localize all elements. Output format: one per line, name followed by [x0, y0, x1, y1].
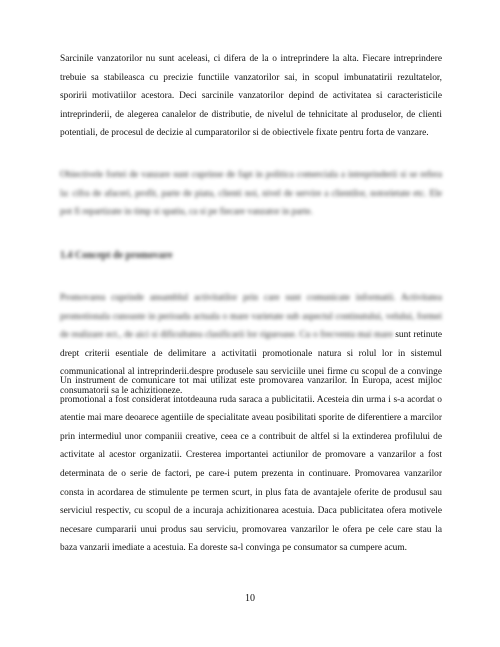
paragraph-promotion-definition-blurred: Promovarea cuprinde ansamblul activitatilor prin care sunt comunicate informatii. Activitatea promotionala cunoaste in perioada actuala o mare varietate sub aspectul continutului, velului, formei de realizare ect., de aici si dificultatea clasificarii lor riguroase. Cu o frecventa mai mare [60, 293, 442, 341]
page-number: 10 [245, 593, 255, 604]
section-heading: 1.4 Concept de promovare [60, 250, 173, 261]
paragraph-sales-tasks: Sarcinile vanzatorilor nu sunt aceleasi, ci difera de la o intreprindere la alta. Fiecare intreprindere trebuie sa stabileasca cu precizie functiile vanzatorilor sai, in scopul imbunatatirii rezultatelor, sporirii motivatiilor acestora. Deci sarcinile vanzatorilor depind de activitatea si caracteristicile intreprinderii, de alegerea canalelor de distributie, de nivelul de tehnicitate al produselor, de clienti potentiali, de procesul de decizie al cumparatorilor si de obiectivele fixate pentru forta de vanzare. [60, 54, 442, 139]
paragraph-sales-promotion: Un instrument de comunicare tot mai utilizat este promovarea vanzarilor. In Europa, acest mijloc promotional a fost considerat intotdeauna ruda saraca a publicitatii. Acesteia din urma i s-a acordat o atentie mai mare deoarece agentiile de specialitate aveau posibilitati sporite de diferentiere a marcilor prin intermediul unor companiii creative, ceea ce a contribuit de altfel si la extinderea profilului de activitate al acestor organizatii. Cresterea importantei actiunilor de promovare a vanzarilor a fost determinata de o serie de factori, pe care-i putem prezenta in continuare. Promovarea vanzarilor consta in acordarea de stimulente pe termen scurt, in plus fata de avantajele oferite de produsul sau serviciul respectiv, cu scopul de a incuraja achizitionarea acestuia. Daca publicitatea ofera motivele necesare cumpararii unui produs sau serviciu, promovarea vanzarilor le ofera pe cele care stau la baza vanzarii imediate a acestuia. Ea doreste sa-l convinga pe consumator sa cumpere acum. [60, 376, 442, 554]
paragraph-sales-objectives: Obiectivele fortei de vanzare sunt cuprinse de fapt in politica comerciala a intreprinderii si se refera la: cifra de afaceri, profit, parte de piata, clienti noi, nivel de servire a clientilor, notorietate etc. Ele pot fi repartizate in timp si spatiu, ca si pe fiecare vanzator in parte. [60, 170, 442, 218]
paragraph-promotion-definition-clear: sunt retinute drept criterii esentiale de delimitare a activitatii promotionale natura si rolul lor in sistemul communicational al intreprinderii.despre produsele sau serviciile unei firme cu scopul de a convinge consumatorii sa le achizitioneze. [60, 330, 442, 396]
